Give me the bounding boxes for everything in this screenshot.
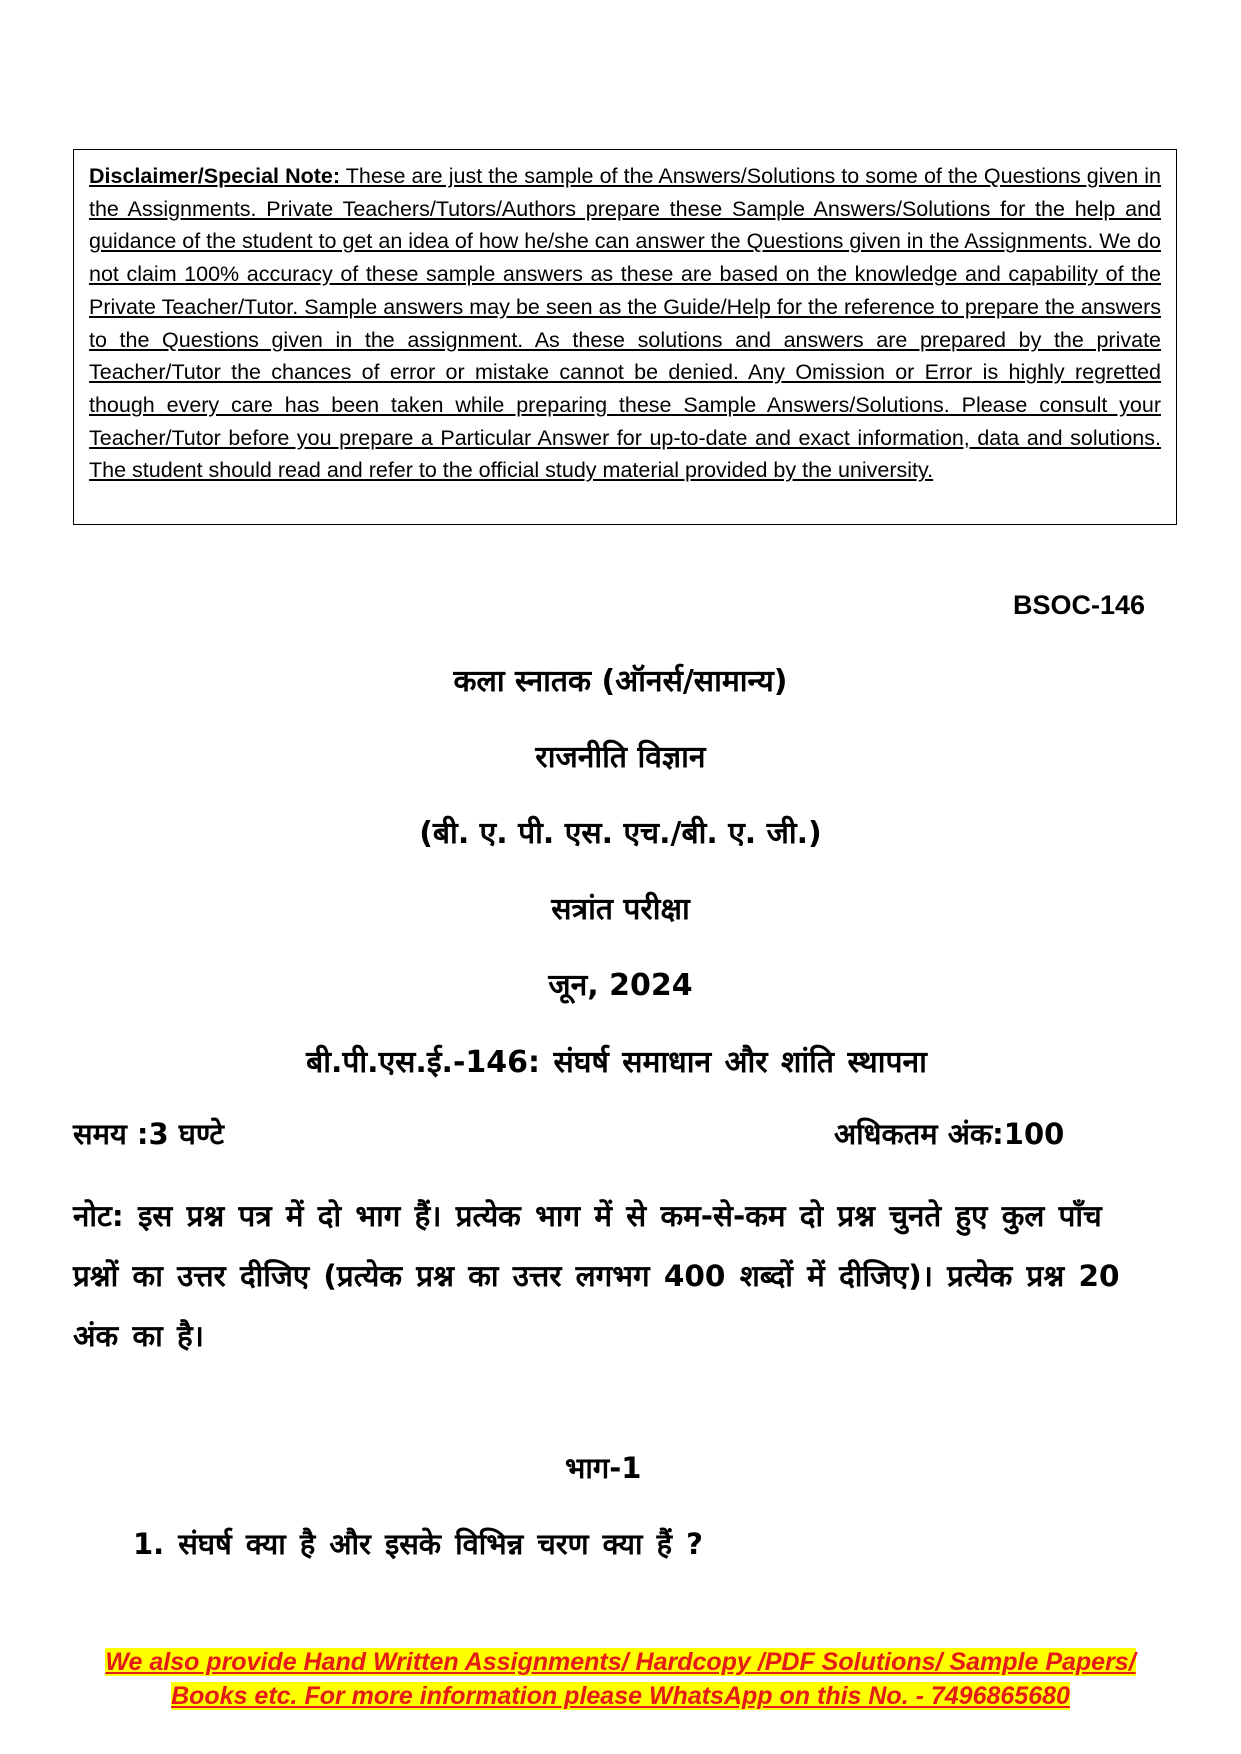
disclaimer-box [73, 149, 1177, 525]
disclaimer-heading: Disclaimer/Special Note: [89, 164, 341, 188]
footer-line-2: Books etc. For more information please WhatsApp on this No. - 7496865680 [171, 1682, 1070, 1710]
exam-session: जून, 2024 [548, 968, 693, 1003]
paper-title: बी.पी.एस.ई.-146: संघर्ष समाधान और शांति स्थापना [306, 1045, 927, 1080]
course-code: BSOC-146 [1012, 590, 1145, 620]
part-heading: भाग-1 [565, 1451, 642, 1485]
footer-line-1: We also provide Hand Written Assignments/ Hardcopy /PDF Solutions/ Sample Papers/ [105, 1648, 1136, 1676]
subject-title: राजनीति विज्ञान [535, 740, 706, 775]
exam-title: सत्रांत परीक्षा [551, 892, 690, 927]
programme-code: (बी. ए. पी. एस. एच./बी. ए. जी.) [419, 816, 822, 851]
max-marks: अधिकतम अंक:100 [834, 1117, 1065, 1151]
exam-instructions: नोट: इस प्रश्न पत्र में दो भाग हैं। प्रत्येक भाग में से कम-से-कम दो प्रश्न चुनते हुए कुल पाँच प्रश्नों का उत्तर दीजिए (प्रत्येक प्रश्न का उत्तर लगभग 400 शब्दों में दीजिए)। प्रत्येक प्रश्न 20 अंक का है। [73, 1199, 1120, 1353]
disclaimer-body: These are just the sample of the Answers/Solutions to some of the Questions given in the Assignments. Private Teachers/Tutors/Authors prepare these Sample Answers/Solutions for the help and guidance of the student to get an idea of how he/she can answer the Questions given in the Assignments. We do not claim 100% accuracy of these sample answers as these are based on the knowledge and capability of the Private Teacher/Tutor. Sample answers may be seen as the Guide/Help for the reference to prepare the answers to the Questions given in the assignment. As these solutions and answers are prepared by the private Teacher/Tutor the chances of error or mistake cannot be denied. Any Omission or Error is highly regretted though every care has been taken while preparing these Sample Answers/Solutions. Please consult your Teacher/Tutor before you prepare a Particular Answer for up-to-date and exact information, data and solutions. The student should read and refer to the official study material provided by the university. [89, 164, 1162, 483]
programme-title: कला स्नातक (ऑनर्स/सामान्य) [453, 664, 788, 699]
footer-advertisement [0, 1645, 1241, 1713]
question-1: 1. संघर्ष क्या है और इसके विभिन्न चरण क्या हैं ? [133, 1527, 703, 1561]
exam-duration: समय :3 घण्टे [73, 1117, 224, 1151]
